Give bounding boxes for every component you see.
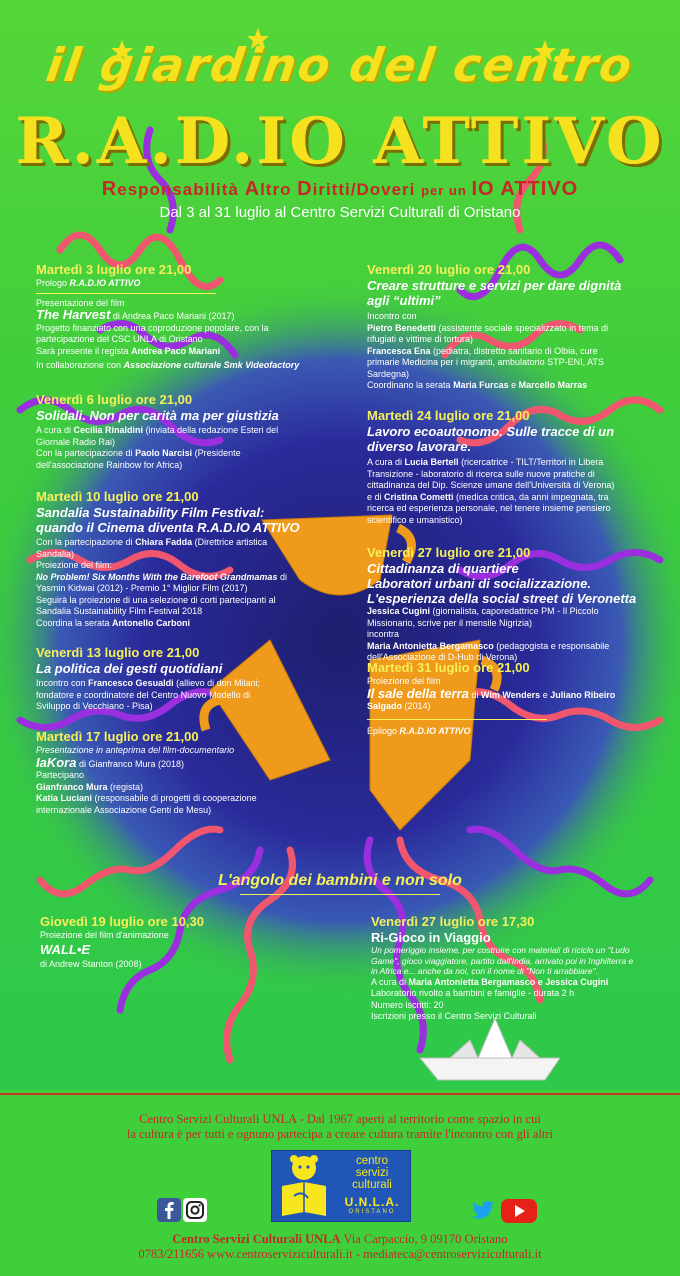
event-6-july: Venerdì 6 luglio ore 21,00 Solidali. Non per carità ma per giustizia A cura di Cecilia Rinaldini (inviata della redazione Esteri del Giornale Radio Rai) Con la partecipazione di Paolo Narcisi (Presidente dell'associazione Rainbow for Africa): [36, 392, 332, 471]
bear-book-icon: [274, 1152, 334, 1222]
event-date: Venerdì 27 luglio ore 17,30: [371, 914, 535, 929]
event-24-july: Martedì 24 luglio ore 21,00 Lavoro ecoautonomo. Sulle tracce di un diverso lavorare. A cura di Lucia Bertell (ricercatrice - TILT/Territori in Libera Transizione - laboratorio di ricerca sulle nuove pratiche di cittadinanza del Dip. Scienze umane dell'Università di Verona) e di Cristina Cometti (medica critica, da anni impegnata, tra ricerca ed esperienza personale, nel tenere insieme pensiero scientifico e umanistico): [367, 408, 657, 526]
tagline: Responsabilità Altro Diritti/Doveri per un IO ATTIVO: [101, 178, 579, 200]
event-date: Martedì 31 luglio ore 21,00: [367, 660, 530, 675]
event-date: Giovedì 19 luglio ore 10,30: [40, 914, 205, 929]
event-19-july: Giovedì 19 luglio ore 10,30 Proiezione del film d'animazione WALL•E di Andrew Stanton (2008): [40, 914, 320, 970]
youtube-icon[interactable]: [500, 1198, 538, 1224]
event-date: Martedì 24 luglio ore 21,00: [367, 408, 530, 423]
event-date: Martedì 3 luglio ore 21,00: [36, 262, 192, 277]
event-date: Venerdì 20 luglio ore 21,00: [367, 262, 531, 277]
event-31-july: Martedì 31 luglio ore 21,00 Proiezione del film Il sale della terra di Wim Wenders e Juliano Ribeiro Salgado (2014) Epilogo R.A.D.IO ATTIVO: [367, 660, 657, 737]
subtitle: il giardino del centro: [42, 38, 638, 92]
separator: [240, 894, 440, 895]
twitter-icon[interactable]: [470, 1198, 496, 1222]
event-3-july: Martedì 3 luglio ore 21,00 Prologo R.A.D.IO ATTIVO Presentazione del film The Harvest di Andrea Paco Mariani (2017) Progetto finanziato con una coproduzione popolare, con la partecipazione del CSC UNLA di Oristano Sarà presente il regista Andrea Paco Mariani In collaborazione con Associazione culturale Smk Videofactory: [36, 262, 332, 372]
page-title: R.A.D.IO ATTIVO: [15, 104, 665, 179]
unla-logo[interactable]: centro servizi culturali U.N.L.A. ORISTANO: [271, 1150, 411, 1222]
kids-section-title: L'angolo dei bambini e non solo: [218, 872, 462, 889]
event-27-july-kids: Venerdì 27 luglio ore 17,30 Ri-Gioco in Viaggio Un pomeriggio insieme, per costruire con materiali di riciclo un "Ludo Game", gioco viaggiatore, partito dall'India, arrivato poi in Inghilterra e in Africa e... anche da noi, con il nome di "Non ti arrabbiare". A cura di Maria Antonietta Bergamasco e Jessica Cugini Laboratorio rivolto a bambini e famiglie - durata 2 h Numero iscritti: 20 Iscrizioni presso il Centro Servizi Culturali: [371, 914, 666, 1023]
event-17-july: Martedì 17 luglio ore 21,00 Presentazione in anteprima del film-documentario IaKora di Gianfranco Mura (2018) Partecipano Gianfranco Mura (regista) Katia Luciani (responsabile di progetti di cooperazione internazionale Associazione Genti de Mesu): [36, 729, 332, 816]
event-13-july: Venerdì 13 luglio ore 21,00 La politica dei gesti quotidiani Incontro con Francesco Gesualdi (allievo di don Milani; fondatore e coordinatore del Centro Nuovo Modello di Sviluppo di Vecchiano - Pisa): [36, 645, 332, 713]
event-date: Venerdì 13 luglio ore 21,00: [36, 645, 200, 660]
event-10-july: Martedì 10 luglio ore 21,00 Sandalia Sustainability Film Festival: quando il Cinema diventa R.A.D.IO ATTIVO Con la partecipazione di Chiara Fadda (Direttrice artistica Sandalia) Proiezione del film: No Problem! Six Months With the Barefoot Grandmamas di Yasmin Kidwai (2012) - Premio 1° Miglior Film (2017) Seguirà la proiezione di una selezione di corti partecipanti al Sandalia Sustainability Film Festival 2018 Coordina la serata Antonello Carboni: [36, 489, 332, 629]
date-range: Dal 3 al 31 luglio al Centro Servizi Culturali di Oristano: [159, 204, 521, 221]
instagram-icon[interactable]: [183, 1198, 207, 1222]
event-20-july: Venerdì 20 luglio ore 21,00 Creare strutture e servizi per dare dignità agli “ultimi” Incontro con Pietro Benedetti (assistente sociale specializzato in tema di rifugiati e vittime di tortura) Francesca Ena (pediatra, distretto sanitario di Olbia, cure primarie Medicina per i migranti, ambulatorio STP-ENI, ATS Sardegna) Coordinano la serata Maria Furcas e Marcello Marras: [367, 262, 657, 392]
facebook-icon[interactable]: [157, 1198, 181, 1222]
event-date: Martedì 17 luglio ore 21,00: [36, 729, 199, 744]
event-date: Venerdì 27 luglio ore 21,00: [367, 545, 531, 560]
separator: [36, 293, 216, 294]
footer-address: Centro Servizi Culturali UNLA Via Carpaccio, 9 09170 Oristano 0783/211656 www.centroserviziculturali.it - mediateca@centroserviziculturali.it: [138, 1232, 542, 1261]
event-date: Martedì 10 luglio ore 21,00: [36, 489, 199, 504]
event-date: Venerdì 6 luglio ore 21,00: [36, 392, 193, 407]
paper-boat-icon: [420, 1018, 560, 1080]
footer-mission: Centro Servizi Culturali UNLA - Dal 1967 aperti al territorio come spazio in cui la cultura è per tutti e ognuno partecipa a creare cultura tramite l'incontro con gli altri: [126, 1112, 554, 1141]
separator: [367, 719, 547, 720]
event-27-july: Venerdì 27 luglio ore 21,00 Cittadinanza di quartiere Laboratori urbani di socializzazione. L'esperienza della social street di Veronetta Jessica Cugini (giornalista, caporedattrice PM - Il Piccolo Missionario, scrive per il mensile Nigrizia) incontra Maria Antonietta Bergamasco (pedagogista e responsabile dell'Associazione di D-Hub di Verona): [367, 545, 657, 664]
footer-divider: [0, 1093, 680, 1095]
